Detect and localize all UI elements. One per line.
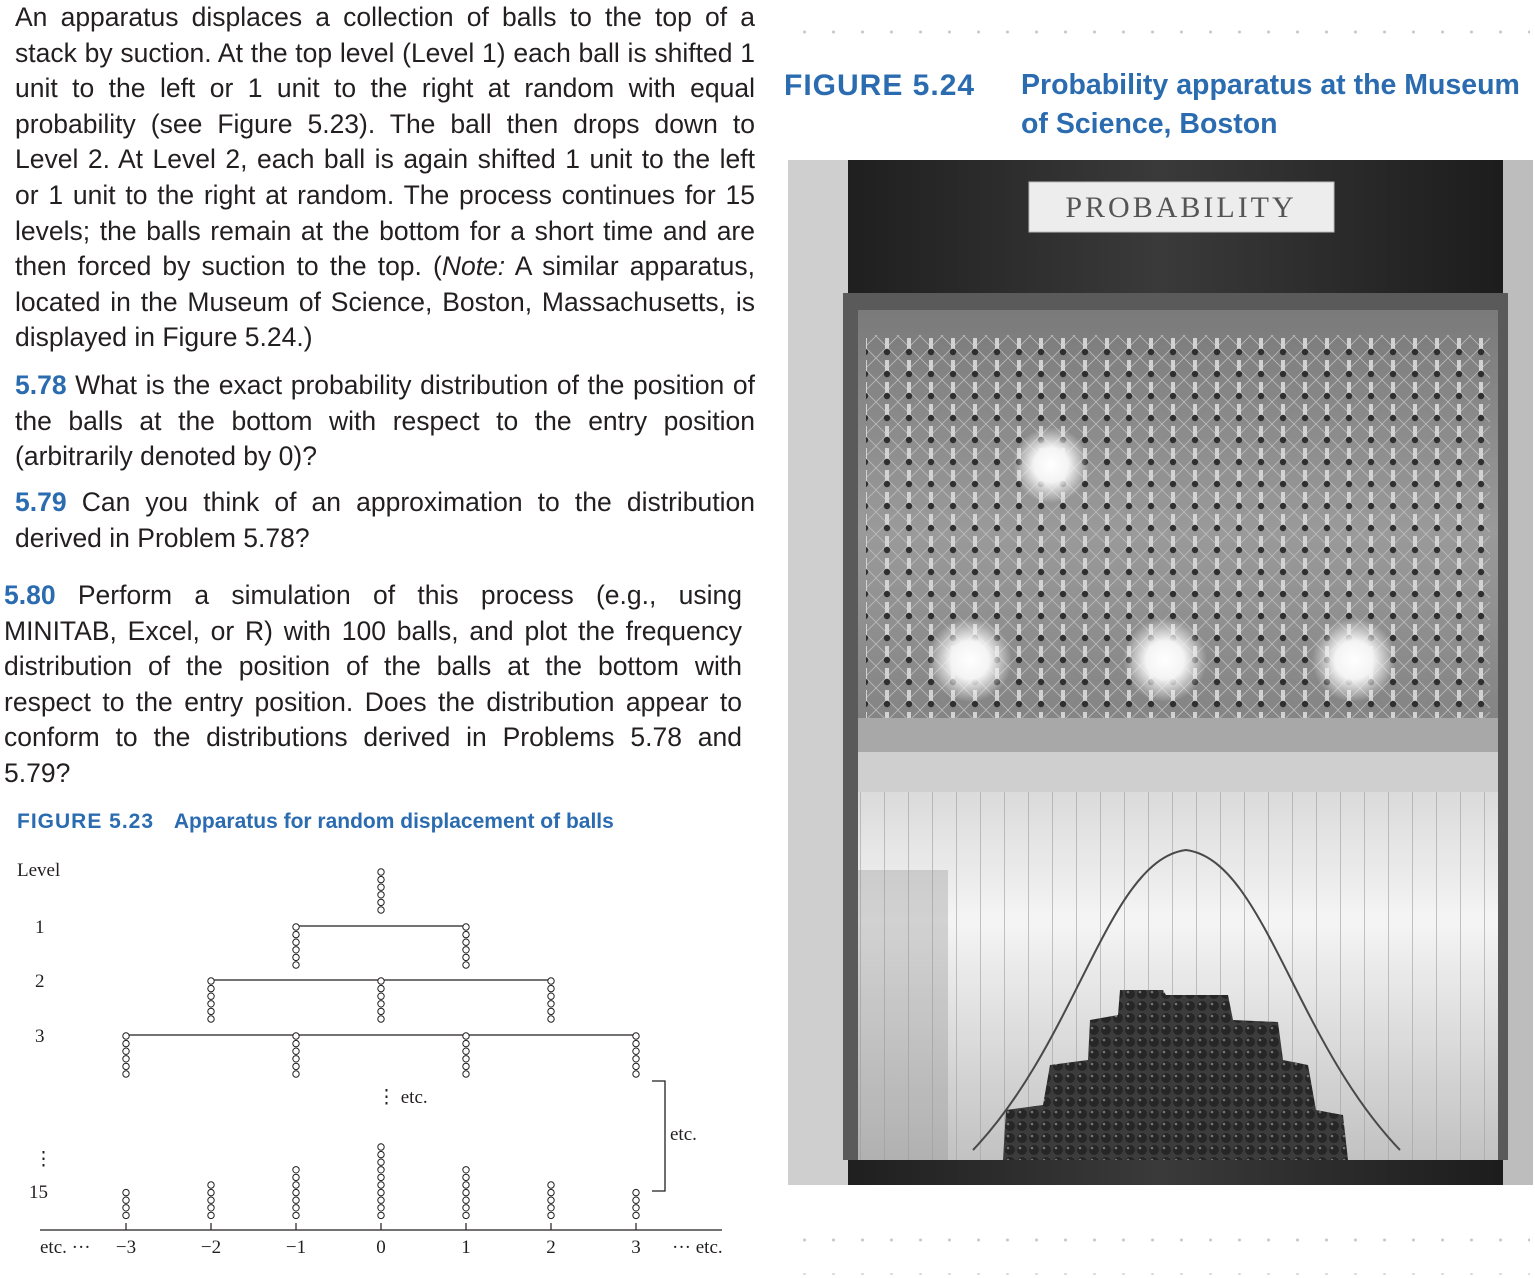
- level-2-ball-stack: [378, 978, 384, 1022]
- bottom-dash-rule: [790, 1272, 1530, 1276]
- axis-tick-label: −2: [200, 1237, 222, 1258]
- probability-apparatus-photo: [788, 160, 1533, 1185]
- figure-5-24-caption: [784, 66, 1534, 146]
- axis-tick-label: −3: [115, 1237, 137, 1258]
- figure-label: FIGURE 5.24: [784, 69, 976, 102]
- bottom-ball-stack: [123, 1189, 129, 1218]
- bottom-ball-stack: [378, 1144, 384, 1219]
- level-label-1: 1: [35, 917, 45, 938]
- ball-displacement-diagram: [0, 845, 760, 1278]
- axis-tick-label: 2: [546, 1237, 556, 1258]
- axis-tick-label: 1: [461, 1237, 471, 1258]
- entry-ball-stack: [378, 869, 384, 913]
- problem-number: 5.79: [15, 487, 67, 517]
- level-3-ball-stack: [123, 1033, 129, 1077]
- figure-title: Probability apparatus at the Museum of Science, Boston: [1021, 69, 1520, 140]
- bottom-ball-stack: [293, 1167, 299, 1219]
- intro-tail: A similar apparatus, located in the Museum of Science, Boston, Massachusetts, is displayed in Figure 5.24.): [15, 251, 755, 353]
- figure-label: FIGURE 5.23: [17, 810, 155, 833]
- photo-sign-text: PROBABILITY: [1065, 191, 1297, 224]
- level-header: Level: [17, 860, 61, 881]
- level-vdots: ⋮: [34, 1149, 53, 1170]
- level-label-3: 3: [35, 1026, 45, 1047]
- level-3-ball-stack: [633, 1033, 639, 1077]
- problem-text: Perform a simulation of this process (e.g., using MINITAB, Excel, or R) with 100 balls, and plot the frequency distribution of the position of the balls at the bottom with respect to the entry position. Does the distribution appear to conform to the distributions derived in Problems 5.78 and 5.79?: [4, 580, 742, 788]
- level-label-2: 2: [35, 971, 45, 992]
- figure-5-23-caption: [17, 810, 614, 834]
- note-word: Note:: [441, 251, 506, 282]
- top-dot-rule: [790, 30, 1530, 34]
- axis-tick-label: 3: [631, 1237, 641, 1258]
- level-label-15: 15: [29, 1182, 48, 1203]
- problem-number: 5.80: [4, 580, 56, 610]
- level-3-ball-stack: [293, 1033, 299, 1077]
- level-2-ball-stack: [208, 978, 214, 1022]
- level-3-ball-stack: [463, 1033, 469, 1077]
- etc-bracket: [652, 1081, 665, 1191]
- etc-bracket-label: etc.: [670, 1124, 697, 1145]
- etc-middle: ⋮ etc.: [377, 1087, 428, 1108]
- figure-title: Apparatus for random displacement of balls: [173, 810, 614, 833]
- intro-text: An apparatus displaces a collection of balls to the top of a stack by suction. At the top level (Level 1) each ball is shifted 1 unit to the left or 1 unit to the right at random with equal probability (see Figure 5.23). The ball then drops down to Level 2. At Level 2, each ball is again shifted 1 unit to the left or 1 unit to the right at random. The process continues for 15 levels; the balls remain at the bottom for a short time and are then forced by suction to the top. (: [15, 2, 755, 282]
- level-1-ball-stack: [293, 924, 299, 968]
- axis-left-etc: etc. ···: [40, 1237, 91, 1258]
- axis-tick-label: −1: [285, 1237, 307, 1258]
- intro-paragraph: [15, 0, 755, 356]
- level-1-ball-stack: [463, 924, 469, 968]
- problem-5-79: [15, 485, 755, 556]
- level-2-ball-stack: [548, 978, 554, 1022]
- bottom-ball-stack: [463, 1167, 469, 1219]
- problem-text: What is the exact probability distribution of the position of the balls at the bottom with respect to the entry position (arbitrarily denoted by 0)?: [15, 370, 755, 472]
- bottom-dot-rule: [790, 1238, 1530, 1242]
- bottom-ball-stack: [633, 1189, 639, 1218]
- bottom-ball-stack: [208, 1182, 214, 1219]
- problem-5-80: [4, 578, 742, 792]
- axis-tick-label: 0: [376, 1237, 386, 1258]
- problem-text: Can you think of an approximation to the distribution derived in Problem 5.78?: [15, 487, 755, 553]
- axis-right-etc: ··· etc.: [672, 1237, 723, 1258]
- problem-number: 5.78: [15, 370, 67, 400]
- problem-5-78: [15, 368, 755, 475]
- bottom-ball-stack: [548, 1182, 554, 1219]
